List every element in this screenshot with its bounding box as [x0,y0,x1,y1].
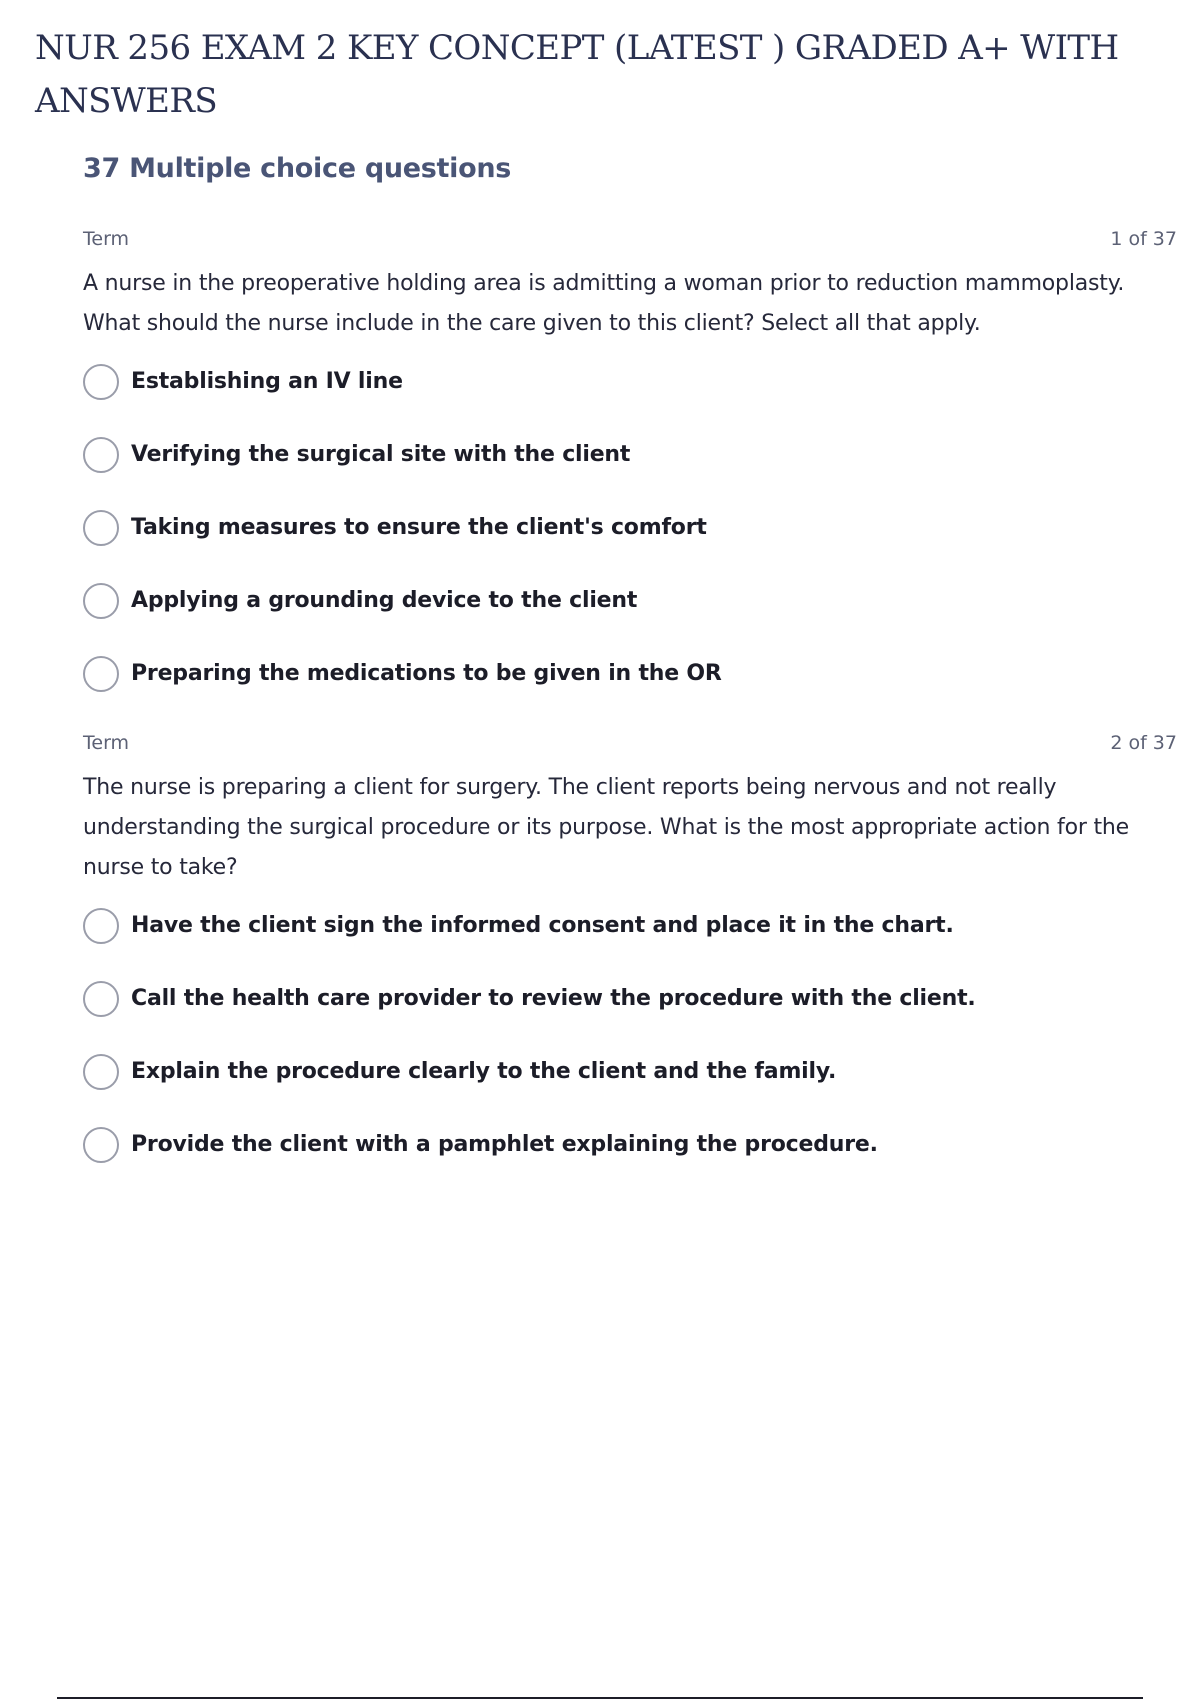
question-counter: 2 of 37 [1110,732,1177,754]
question-card [83,732,1177,1200]
answer-option[interactable] [83,908,1177,981]
question-header [83,228,1177,254]
question-card [83,228,1177,729]
answer-option-label: Verifying the surgical site with the client [131,442,631,467]
answer-options [83,908,1177,1200]
answer-option-label: Applying a grounding device to the client [131,588,638,613]
radio-button-icon[interactable] [83,437,119,473]
radio-button-icon[interactable] [83,1054,119,1090]
answer-option-label: Establishing an IV line [131,369,403,394]
question-header [83,732,1177,758]
term-label: Term [83,228,130,250]
radio-button-icon[interactable] [83,1127,119,1163]
radio-button-icon[interactable] [83,510,119,546]
question-counter: 1 of 37 [1110,228,1177,250]
answer-option[interactable] [83,981,1177,1054]
answer-option-label: Explain the procedure clearly to the client and the family. [131,1059,837,1084]
question-set-heading: 37 Multiple choice questions [83,153,512,184]
answer-option[interactable] [83,1127,1177,1200]
answer-option[interactable] [83,510,1177,583]
answer-option[interactable] [83,583,1177,656]
radio-button-icon[interactable] [83,981,119,1017]
answer-options [83,364,1177,729]
answer-option-label: Have the client sign the informed consent and place it in the chart. [131,913,954,938]
answer-option[interactable] [83,364,1177,437]
answer-option[interactable] [83,1054,1177,1127]
radio-button-icon[interactable] [83,583,119,619]
answer-option[interactable] [83,437,1177,510]
question-text: A nurse in the preoperative holding area is admitting a woman prior to reduction mammoplasty. What should the nurse include in the care given to this client? Select all that apply. [83,271,1125,336]
answer-option[interactable] [83,656,1177,729]
document-title: NUR 256 EXAM 2 KEY CONCEPT (LATEST ) GRADED A+ WITH ANSWERS [35,28,1119,121]
answer-option-label: Preparing the medications to be given in the OR [131,661,722,686]
footer-divider [57,1697,1143,1699]
radio-button-icon[interactable] [83,656,119,692]
term-label: Term [83,732,130,754]
question-text: The nurse is preparing a client for surgery. The client reports being nervous and not really understanding the surgical procedure or its purpose. What is the most appropriate action for the nurse to take? [83,775,1129,880]
radio-button-icon[interactable] [83,908,119,944]
radio-button-icon[interactable] [83,364,119,400]
answer-option-label: Provide the client with a pamphlet explaining the procedure. [131,1132,878,1157]
answer-option-label: Call the health care provider to review the procedure with the client. [131,986,976,1011]
answer-option-label: Taking measures to ensure the client's comfort [131,515,707,540]
